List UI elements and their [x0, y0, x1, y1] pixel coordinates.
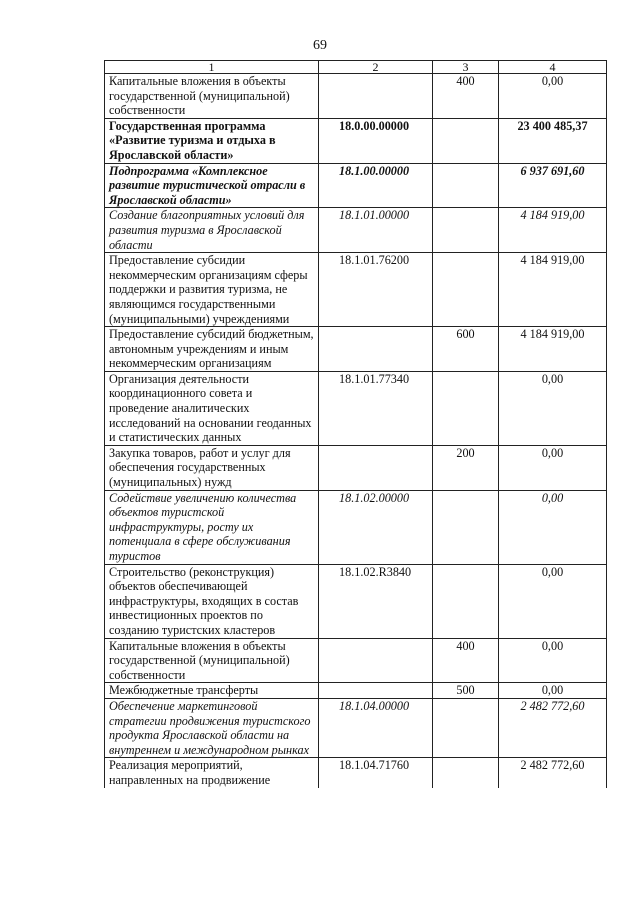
budget-table [104, 60, 607, 788]
row-amount: 4 184 919,00 [499, 327, 607, 372]
row-name: Обеспечение маркетинговой стратегии продвижения туристского продукта Ярославской области на внутреннем и международном рынках [105, 698, 319, 757]
row-expense-type: 400 [433, 638, 499, 683]
row-expense-type [433, 758, 499, 788]
row-name: Подпрограмма «Комплексное развитие туристической отрасли в Ярославской области» [105, 163, 319, 208]
row-name: Создание благоприятных условий для развития туризма в Ярославской области [105, 208, 319, 253]
table-row [105, 698, 607, 757]
row-name: Предоставление субсидий бюджетным, автономным учреждениям и иным некоммерческим организациям [105, 327, 319, 372]
table-row [105, 327, 607, 372]
header-col-2: 2 [319, 61, 433, 74]
row-amount: 4 184 919,00 [499, 208, 607, 253]
header-col-4: 4 [499, 61, 607, 74]
table-row [105, 758, 607, 788]
row-code: 18.1.04.71760 [319, 758, 433, 788]
page-number: 69 [313, 38, 327, 53]
row-expense-type [433, 698, 499, 757]
row-expense-type [433, 490, 499, 564]
row-amount: 0,00 [499, 683, 607, 699]
row-name: Строительство (реконструкция) объектов обеспечивающей инфраструктуры, входящих в состав инвестиционных проектов по созданию туристских кластеров [105, 564, 319, 638]
row-amount: 2 482 772,60 [499, 758, 607, 788]
row-code: 18.1.00.00000 [319, 163, 433, 208]
table-row [105, 638, 607, 683]
row-expense-type [433, 163, 499, 208]
row-amount: 0,00 [499, 638, 607, 683]
row-name: Государственная программа «Развитие туризма и отдыха в Ярославской области» [105, 118, 319, 163]
table-row [105, 445, 607, 490]
row-amount: 23 400 485,37 [499, 118, 607, 163]
table-row [105, 208, 607, 253]
row-code: 18.1.04.00000 [319, 698, 433, 757]
row-name: Предоставление субсидии некоммерческим организациям сферы поддержки и развития туризма, не являющимся государственными (муниципальными) учреждениями [105, 253, 319, 327]
row-name: Содействие увеличению количества объектов туристской инфраструктуры, росту их потенциала в сфере обслуживания туристов [105, 490, 319, 564]
table-row [105, 253, 607, 327]
row-name: Капитальные вложения в объекты государственной (муниципальной) собственности [105, 638, 319, 683]
row-code [319, 74, 433, 119]
row-name: Капитальные вложения в объекты государственной (муниципальной) собственности [105, 74, 319, 119]
row-amount: 0,00 [499, 490, 607, 564]
row-name: Организация деятельности координационного совета и проведение аналитических исследований на основании геоданных и статистических данных [105, 371, 319, 445]
row-expense-type [433, 208, 499, 253]
row-amount: 6 937 691,60 [499, 163, 607, 208]
row-amount: 0,00 [499, 564, 607, 638]
row-code: 18.1.02.00000 [319, 490, 433, 564]
row-code: 18.1.01.00000 [319, 208, 433, 253]
row-name: Реализация мероприятий, направленных на продвижение [105, 758, 319, 788]
row-code: 18.1.01.76200 [319, 253, 433, 327]
row-expense-type [433, 253, 499, 327]
row-expense-type [433, 371, 499, 445]
row-amount: 2 482 772,60 [499, 698, 607, 757]
table-row [105, 74, 607, 119]
row-code [319, 327, 433, 372]
table-header-row [105, 61, 607, 74]
row-expense-type: 400 [433, 74, 499, 119]
row-expense-type: 200 [433, 445, 499, 490]
row-amount: 0,00 [499, 371, 607, 445]
table-row [105, 564, 607, 638]
row-expense-type [433, 118, 499, 163]
row-code [319, 683, 433, 699]
row-amount: 0,00 [499, 445, 607, 490]
row-code: 18.1.02.R3840 [319, 564, 433, 638]
row-expense-type: 600 [433, 327, 499, 372]
table-row [105, 683, 607, 699]
row-name: Межбюджетные трансферты [105, 683, 319, 699]
row-code: 18.0.00.00000 [319, 118, 433, 163]
table-row [105, 490, 607, 564]
header-col-3: 3 [433, 61, 499, 74]
row-expense-type [433, 564, 499, 638]
row-amount: 0,00 [499, 74, 607, 119]
row-code [319, 638, 433, 683]
table-row [105, 163, 607, 208]
row-code [319, 445, 433, 490]
row-name: Закупка товаров, работ и услуг для обеспечения государственных (муниципальных) нужд [105, 445, 319, 490]
row-code: 18.1.01.77340 [319, 371, 433, 445]
header-col-1: 1 [105, 61, 319, 74]
row-expense-type: 500 [433, 683, 499, 699]
table-row [105, 118, 607, 163]
row-amount: 4 184 919,00 [499, 253, 607, 327]
table-row [105, 371, 607, 445]
